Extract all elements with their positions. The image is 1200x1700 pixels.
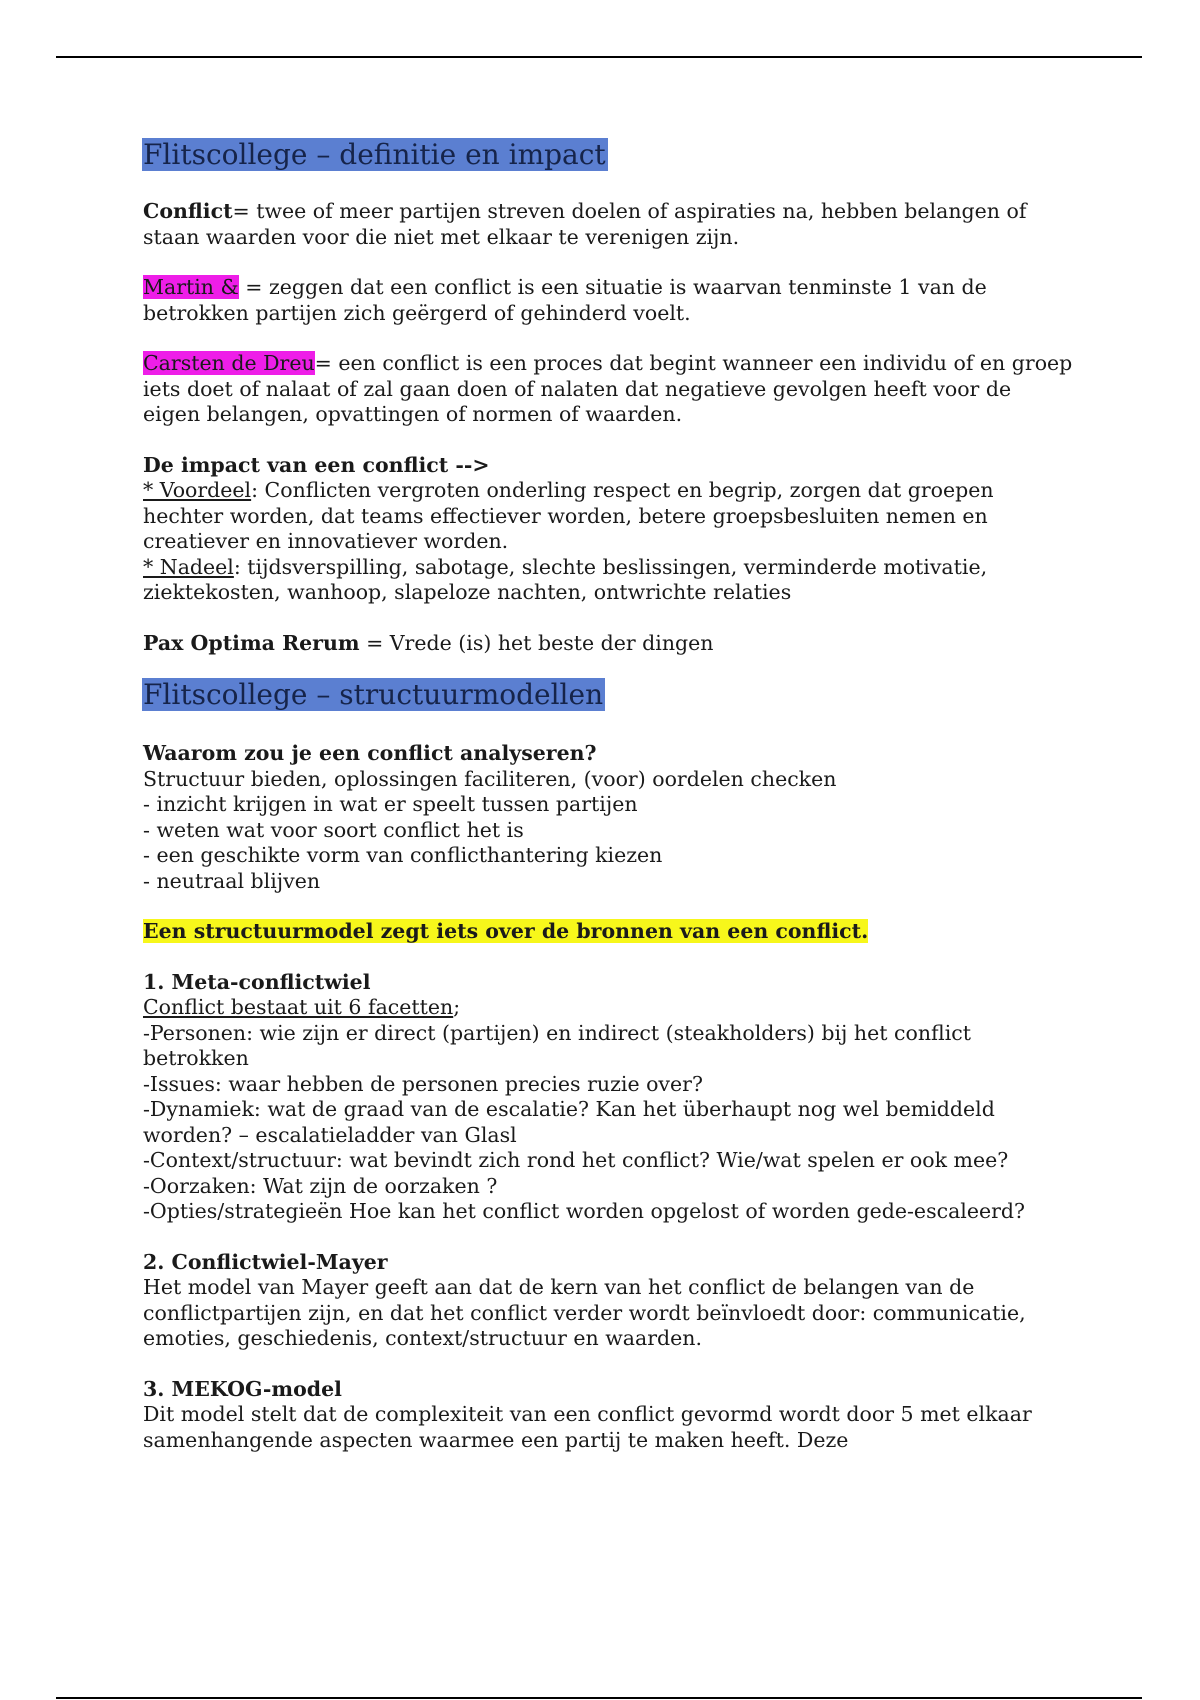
impact-block	[143, 453, 1073, 606]
why-block	[143, 741, 1073, 894]
list-item: -Oorzaken: Wat zijn de oorzaken ?	[143, 1173, 498, 1198]
conflict-term: Conflict	[143, 199, 233, 223]
mekog-title: 3. MEKOG-model	[143, 1376, 342, 1401]
list-item: - weten wat voor soort conflict het is	[143, 817, 524, 842]
pax-term: Pax Optima Rerum	[143, 630, 360, 655]
conflict-definition	[143, 199, 1073, 250]
why-intro: Structuur bieden, oplossingen faciliteren, (voor) oordelen checken	[143, 766, 837, 791]
list-item: -Issues: waar hebben de personen precies ruzie over?	[143, 1071, 703, 1096]
carsten-name: Carsten de Dreu	[143, 351, 315, 375]
martin-definition	[143, 275, 1073, 326]
document-body	[143, 138, 1073, 1453]
conflict-def-text: = twee of meer partijen streven doelen of aspiraties na, hebben belangen of staan waarden voor die niet met elkaar te verenigen zijn.	[143, 199, 1027, 249]
meta-conflictwiel-block	[143, 970, 1073, 1225]
nadeel-line	[143, 555, 1073, 606]
header-rule	[56, 56, 1142, 58]
mayer-text: Het model van Mayer geeft aan dat de kern van het conflict de belangen van de conflictpartijen zijn, en dat het conflict verder wordt beïnvloedt door: communicatie, emoties, geschiedenis, context/structuur en waarden.	[143, 1275, 1026, 1350]
mekog-text: Dit model stelt dat de complexiteit van een conflict gevormd wordt door 5 met elkaar samenhangende aspecten waarmee een partij te maken heeft. Deze	[143, 1402, 1032, 1452]
martin-def-text: = zeggen dat een conflict is een situatie is waarvan tenminste 1 van de betrokken partijen zich geërgerd of gehinderd voelt.	[143, 275, 987, 325]
list-item: -Personen: wie zijn er direct (partijen) en indirect (steakholders) bij het conflict betrokken	[143, 1020, 971, 1070]
structuurmodel-highlight	[143, 919, 1073, 945]
highlight-text: Een structuurmodel zegt iets over de bronnen van een conflict.	[143, 919, 869, 943]
list-item: -Opties/strategieën Hoe kan het conflict worden opgelost of worden gede-escaleerd?	[143, 1199, 1026, 1223]
meta-subtitle: Conflict bestaat uit 6 facetten	[143, 995, 454, 1019]
why-title: Waarom zou je een conflict analyseren?	[143, 741, 597, 765]
carsten-definition	[143, 351, 1073, 428]
pax-text: = Vrede (is) het beste der dingen	[359, 630, 714, 655]
pax-line	[143, 631, 1073, 657]
nadeel-label: * Nadeel	[143, 554, 234, 579]
list-item: - een geschikte vorm van conflicthantering kiezen	[143, 843, 663, 867]
list-item: -Context/structuur: wat bevindt zich rond het conflict? Wie/wat spelen er ook mee?	[143, 1148, 1009, 1172]
nadeel-text: : tijdsverspilling, sabotage, slechte beslissingen, verminderde motivatie, ziektekosten, wanhoop, slapeloze nachten, ontwrichte relaties	[143, 554, 988, 604]
carsten-def-text: = een conflict is een proces dat begint wanneer een individu of en groep iets doet of nalaat of zal gaan doen of nalaten dat negatieve gevolgen heeft voor de eigen belangen, opvattingen of normen of waarden.	[143, 351, 1073, 426]
section-heading-structuurmodellen	[143, 678, 1073, 711]
mekog-block	[143, 1377, 1073, 1454]
meta-subtitle-suffix: ;	[453, 995, 461, 1019]
meta-title: 1. Meta-conflictwiel	[143, 969, 371, 994]
martin-name: Martin &	[143, 275, 239, 299]
list-item: - inzicht krijgen in wat er speelt tussen partijen	[143, 792, 638, 816]
voordeel-label: * Voordeel	[143, 478, 252, 502]
voordeel-text: : Conflicten vergroten onderling respect en begrip, zorgen dat groepen hechter worden, dat teams effectiever worden, betere groepsbesluiten nemen en creatiever en innovatiever worden.	[143, 478, 994, 553]
list-item: -Dynamiek: wat de graad van de escalatie? Kan het überhaupt nog wel bemiddeld worden? – escalatieladder van Glasl	[143, 1097, 995, 1147]
voordeel-line	[143, 478, 1073, 555]
mayer-block	[143, 1250, 1073, 1352]
list-item: - neutraal blijven	[143, 868, 321, 893]
mayer-title: 2. Conflictwiel-Mayer	[143, 1249, 388, 1274]
heading-text: Flitscollege – structuurmodellen	[143, 678, 604, 711]
impact-title: De impact van een conflict -->	[143, 452, 490, 477]
meta-subtitle-line	[143, 995, 1073, 1021]
heading-text: Flitscollege – definitie en impact	[143, 138, 606, 171]
section-heading-definitie	[143, 138, 1073, 171]
footer-rule	[56, 1697, 1142, 1699]
